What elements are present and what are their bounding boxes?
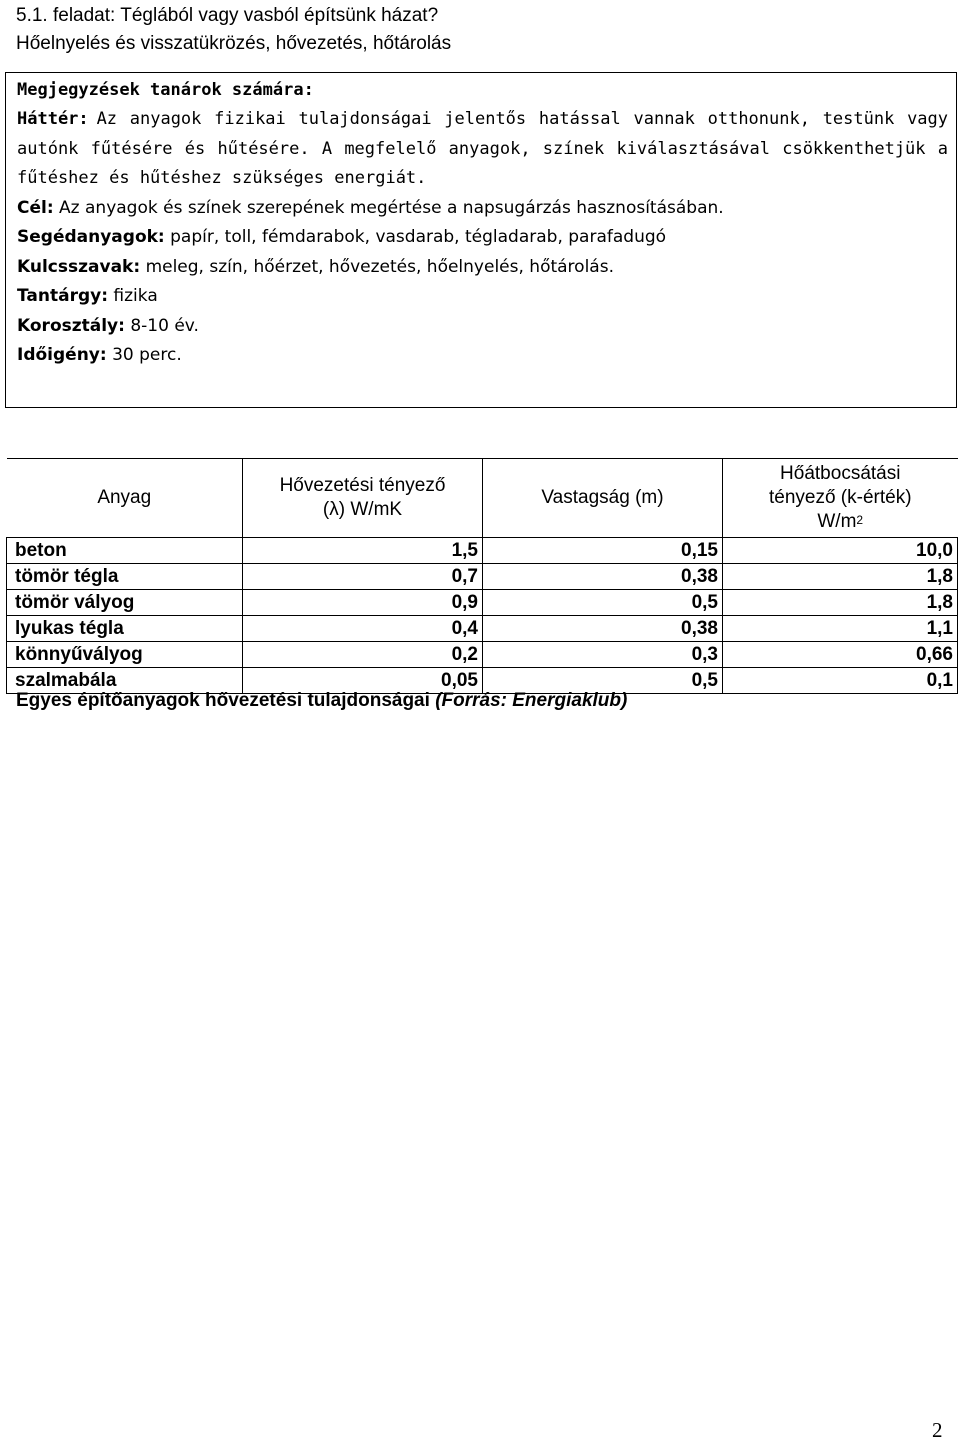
- materials-line: [17, 223, 948, 253]
- keywords-text: meleg, szín, hőérzet, hővezetés, hőelnyelés, hőtárolás.: [145, 256, 614, 277]
- k-value: 10,0: [723, 538, 958, 564]
- header-thickness: Vastagság (m): [483, 459, 723, 538]
- conductivity-value: 0,2: [243, 642, 483, 668]
- conductivity-value: 1,5: [243, 538, 483, 564]
- thickness-value: 0,38: [483, 564, 723, 590]
- goal-line: [17, 194, 948, 224]
- header-conductivity-line1: Hővezetési tényező: [279, 475, 446, 496]
- subject-line: [17, 282, 948, 312]
- k-value: 0,66: [723, 642, 958, 668]
- conductivity-value: 0,05: [243, 668, 483, 694]
- background-label: Háttér:: [17, 109, 89, 129]
- goal-label: Cél:: [17, 197, 54, 218]
- thickness-value: 0,5: [483, 668, 723, 694]
- table-row: [7, 616, 958, 642]
- time-text: 30 perc.: [112, 345, 182, 365]
- header-transmission: [723, 459, 958, 538]
- page-title: 5.1. feladat: Téglából vagy vasból építsünk házat?: [16, 5, 439, 26]
- k-value: 1,1: [723, 616, 958, 642]
- table-row: [7, 564, 958, 590]
- materials-table: [6, 458, 958, 694]
- material-name: tömör vályog: [7, 590, 243, 616]
- subject-label: Tantárgy:: [17, 286, 109, 306]
- k-value: 1,8: [723, 564, 958, 590]
- keywords-label: Kulcsszavak:: [17, 256, 141, 277]
- table-header-row: [7, 459, 958, 538]
- age-text: 8-10 év.: [130, 315, 199, 336]
- materials-text: papír, toll, fémdarabok, vasdarab, tégladarab, parafadugó: [170, 227, 667, 247]
- age-label: Korosztály:: [17, 315, 125, 336]
- time-line: [17, 341, 948, 371]
- table-row: [7, 538, 958, 564]
- thickness-value: 0,5: [483, 590, 723, 616]
- header-conductivity-line2: (λ) W/mK: [322, 499, 403, 520]
- page-subtitle: Hőelnyelés és visszatükrözés, hővezetés, hőtárolás: [16, 33, 452, 54]
- thickness-value: 0,15: [483, 538, 723, 564]
- header-anyag: Anyag: [7, 459, 243, 538]
- header-transmission-unit: $W/m^2$: [817, 511, 864, 532]
- material-name: lyukas tégla: [7, 616, 243, 642]
- table-caption: [16, 690, 627, 712]
- conductivity-value: 0,7: [243, 564, 483, 590]
- thickness-value: 0,3: [483, 642, 723, 668]
- page-number: 2: [932, 1418, 943, 1442]
- age-line: [17, 312, 948, 342]
- caption-source: (Forrás: Energiaklub): [435, 690, 628, 711]
- header-transmission-line1: Hőátbocsátási: [780, 463, 901, 484]
- header-transmission-line2: tényező (k-érték): [768, 487, 912, 508]
- goal-text: Az anyagok és színek szerepének megértése a napsugárzás hasznosításában.: [59, 197, 724, 218]
- materials-label: Segédanyagok:: [17, 227, 165, 247]
- header: [16, 2, 451, 58]
- background-paragraph: [17, 105, 948, 194]
- conductivity-value: 0,4: [243, 616, 483, 642]
- teacher-notes-content: [17, 76, 948, 371]
- material-name: tömör tégla: [7, 564, 243, 590]
- teacher-notes-box: [5, 72, 957, 408]
- material-name: könnyűvályog: [7, 642, 243, 668]
- table-row: [7, 642, 958, 668]
- keywords-line: [17, 253, 948, 283]
- background-text: Az anyagok fizikai tulajdonságai jelentős hatással vannak otthonunk, testünk vagy autónk fűtésére és hűtésére. A megfelelő anyagok, színek kiválasztásával csökkenthetjük a fűtéshez és hűtéshez szükséges energiát.: [17, 109, 949, 188]
- thickness-value: 0,38: [483, 616, 723, 642]
- conductivity-value: 0,9: [243, 590, 483, 616]
- table-row: [7, 590, 958, 616]
- material-name: szalmabála: [7, 668, 243, 694]
- time-label: Időigény:: [17, 345, 107, 365]
- material-name: beton: [7, 538, 243, 564]
- subject-text: fizika: [113, 286, 158, 306]
- k-value: 1,8: [723, 590, 958, 616]
- k-value: 0,1: [723, 668, 958, 694]
- caption-text: Egyes építőanyagok hővezetési tulajdonságai: [16, 690, 430, 711]
- notes-heading: Megjegyzések tanárok számára:: [17, 80, 314, 100]
- table-body: [7, 538, 958, 694]
- header-conductivity: [243, 459, 483, 538]
